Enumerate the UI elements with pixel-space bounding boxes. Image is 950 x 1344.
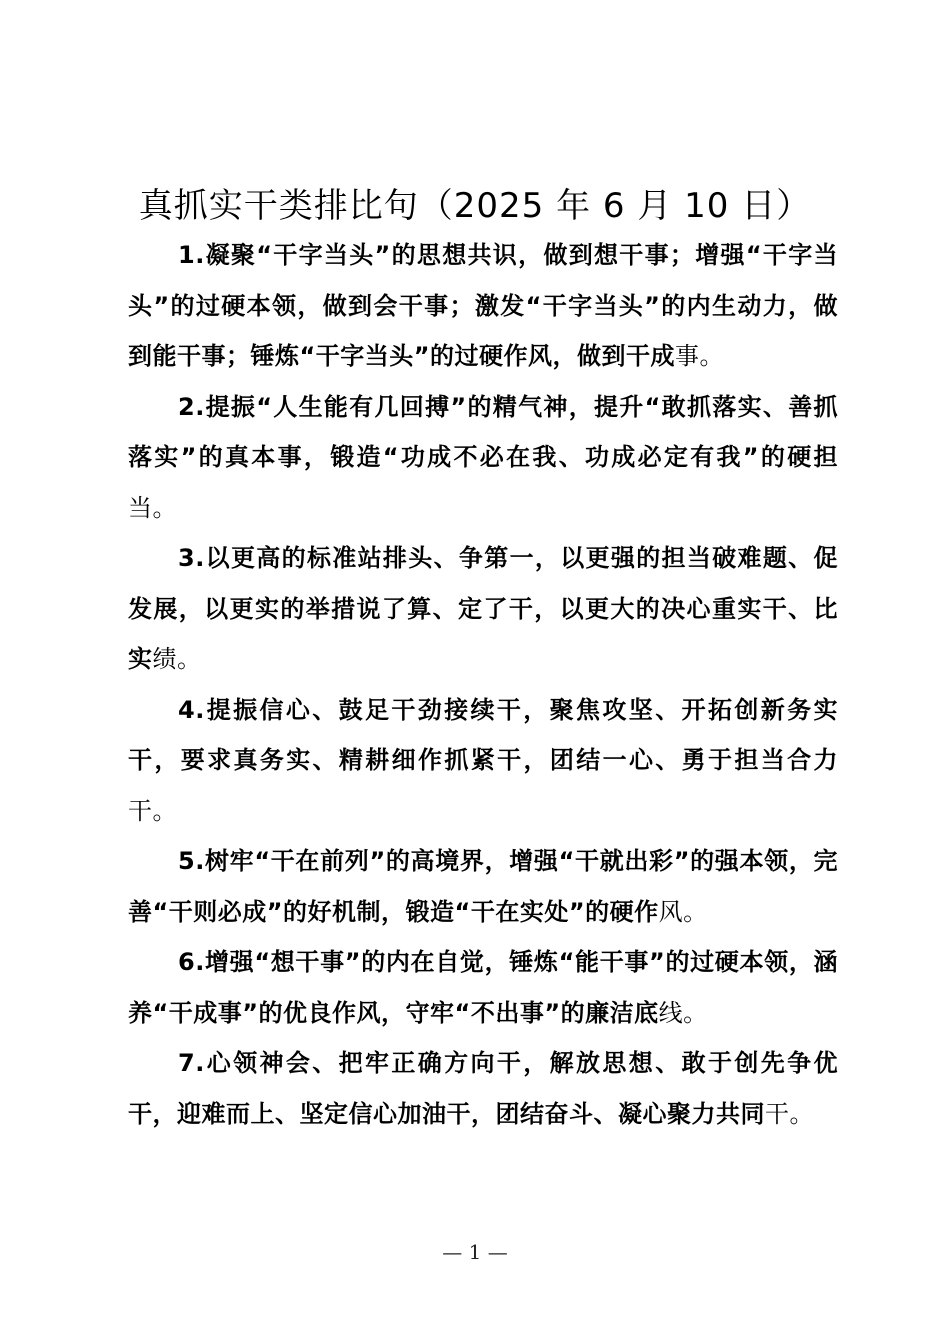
- paragraph-6: [128, 937, 838, 1038]
- paragraph-7-text: 7.心领神会、把牢正确方向干，解放思想、敢于创先争优干，迎难而上、坚定信心加油干，团结奋斗、凝心聚力共同: [128, 1049, 838, 1128]
- document-title: 真抓实干类排比句（2025 年 6 月 10 日）: [138, 186, 812, 226]
- paragraph-7-tail: 干。: [765, 1099, 814, 1128]
- paragraph-5-text: 5.树牢“干在前列”的高境界，增强“干就出彩”的强本领，完善“干则必成”的好机制，锻造“干在实处”的硬作: [128, 847, 838, 926]
- paragraph-2-text: 2.提振“人生能有几回搏”的精气神，提升“敢抓落实、善抓落实”的真本事，锻造“功成不必在我、功成必定有我”的硬担: [128, 392, 838, 471]
- paragraph-1-text: 1.凝聚“干字当头”的思想共识，做到想干事；增强“干字当头”的过硬本领，做到会干事；激发“干字当头”的内生动力，做到能干事；锤炼“干字当头”的过硬作风，做到干成: [128, 241, 838, 370]
- document-body: [128, 230, 838, 1139]
- paragraph-5: [128, 836, 838, 937]
- paragraph-2-tail: 当。: [128, 493, 177, 522]
- paragraph-4-text: 4.提振信心、鼓足干劲接续干，聚焦攻坚、开拓创新务实干，要求真务实、精耕细作抓紧干，团结一心、勇于担当合力: [128, 695, 838, 774]
- paragraph-4-tail: 干。: [128, 796, 177, 825]
- paragraph-6-text: 6.增强“想干事”的内在自觉，锤炼“能干事”的过硬本领，涵养“干成事”的优良作风，守牢“不出事”的廉洁底: [128, 948, 838, 1027]
- paragraph-4: [128, 685, 838, 837]
- page-number: — 1 —: [442, 1240, 508, 1264]
- paragraph-3: [128, 533, 838, 685]
- paragraph-1: [128, 230, 838, 382]
- paragraph-3-text: 3.以更高的标准站排头、争第一，以更强的担当破难题、促发展，以更实的举措说了算、定了干，以更大的决心重实干、比实: [128, 544, 838, 673]
- paragraph-2: [128, 382, 838, 534]
- paragraph-7: [128, 1038, 838, 1139]
- paragraph-5-tail: 风。: [658, 897, 708, 926]
- paragraph-6-tail: 线。: [658, 998, 708, 1027]
- paragraph-1-tail: 事。: [675, 342, 725, 370]
- paragraph-3-tail: 绩。: [152, 645, 202, 673]
